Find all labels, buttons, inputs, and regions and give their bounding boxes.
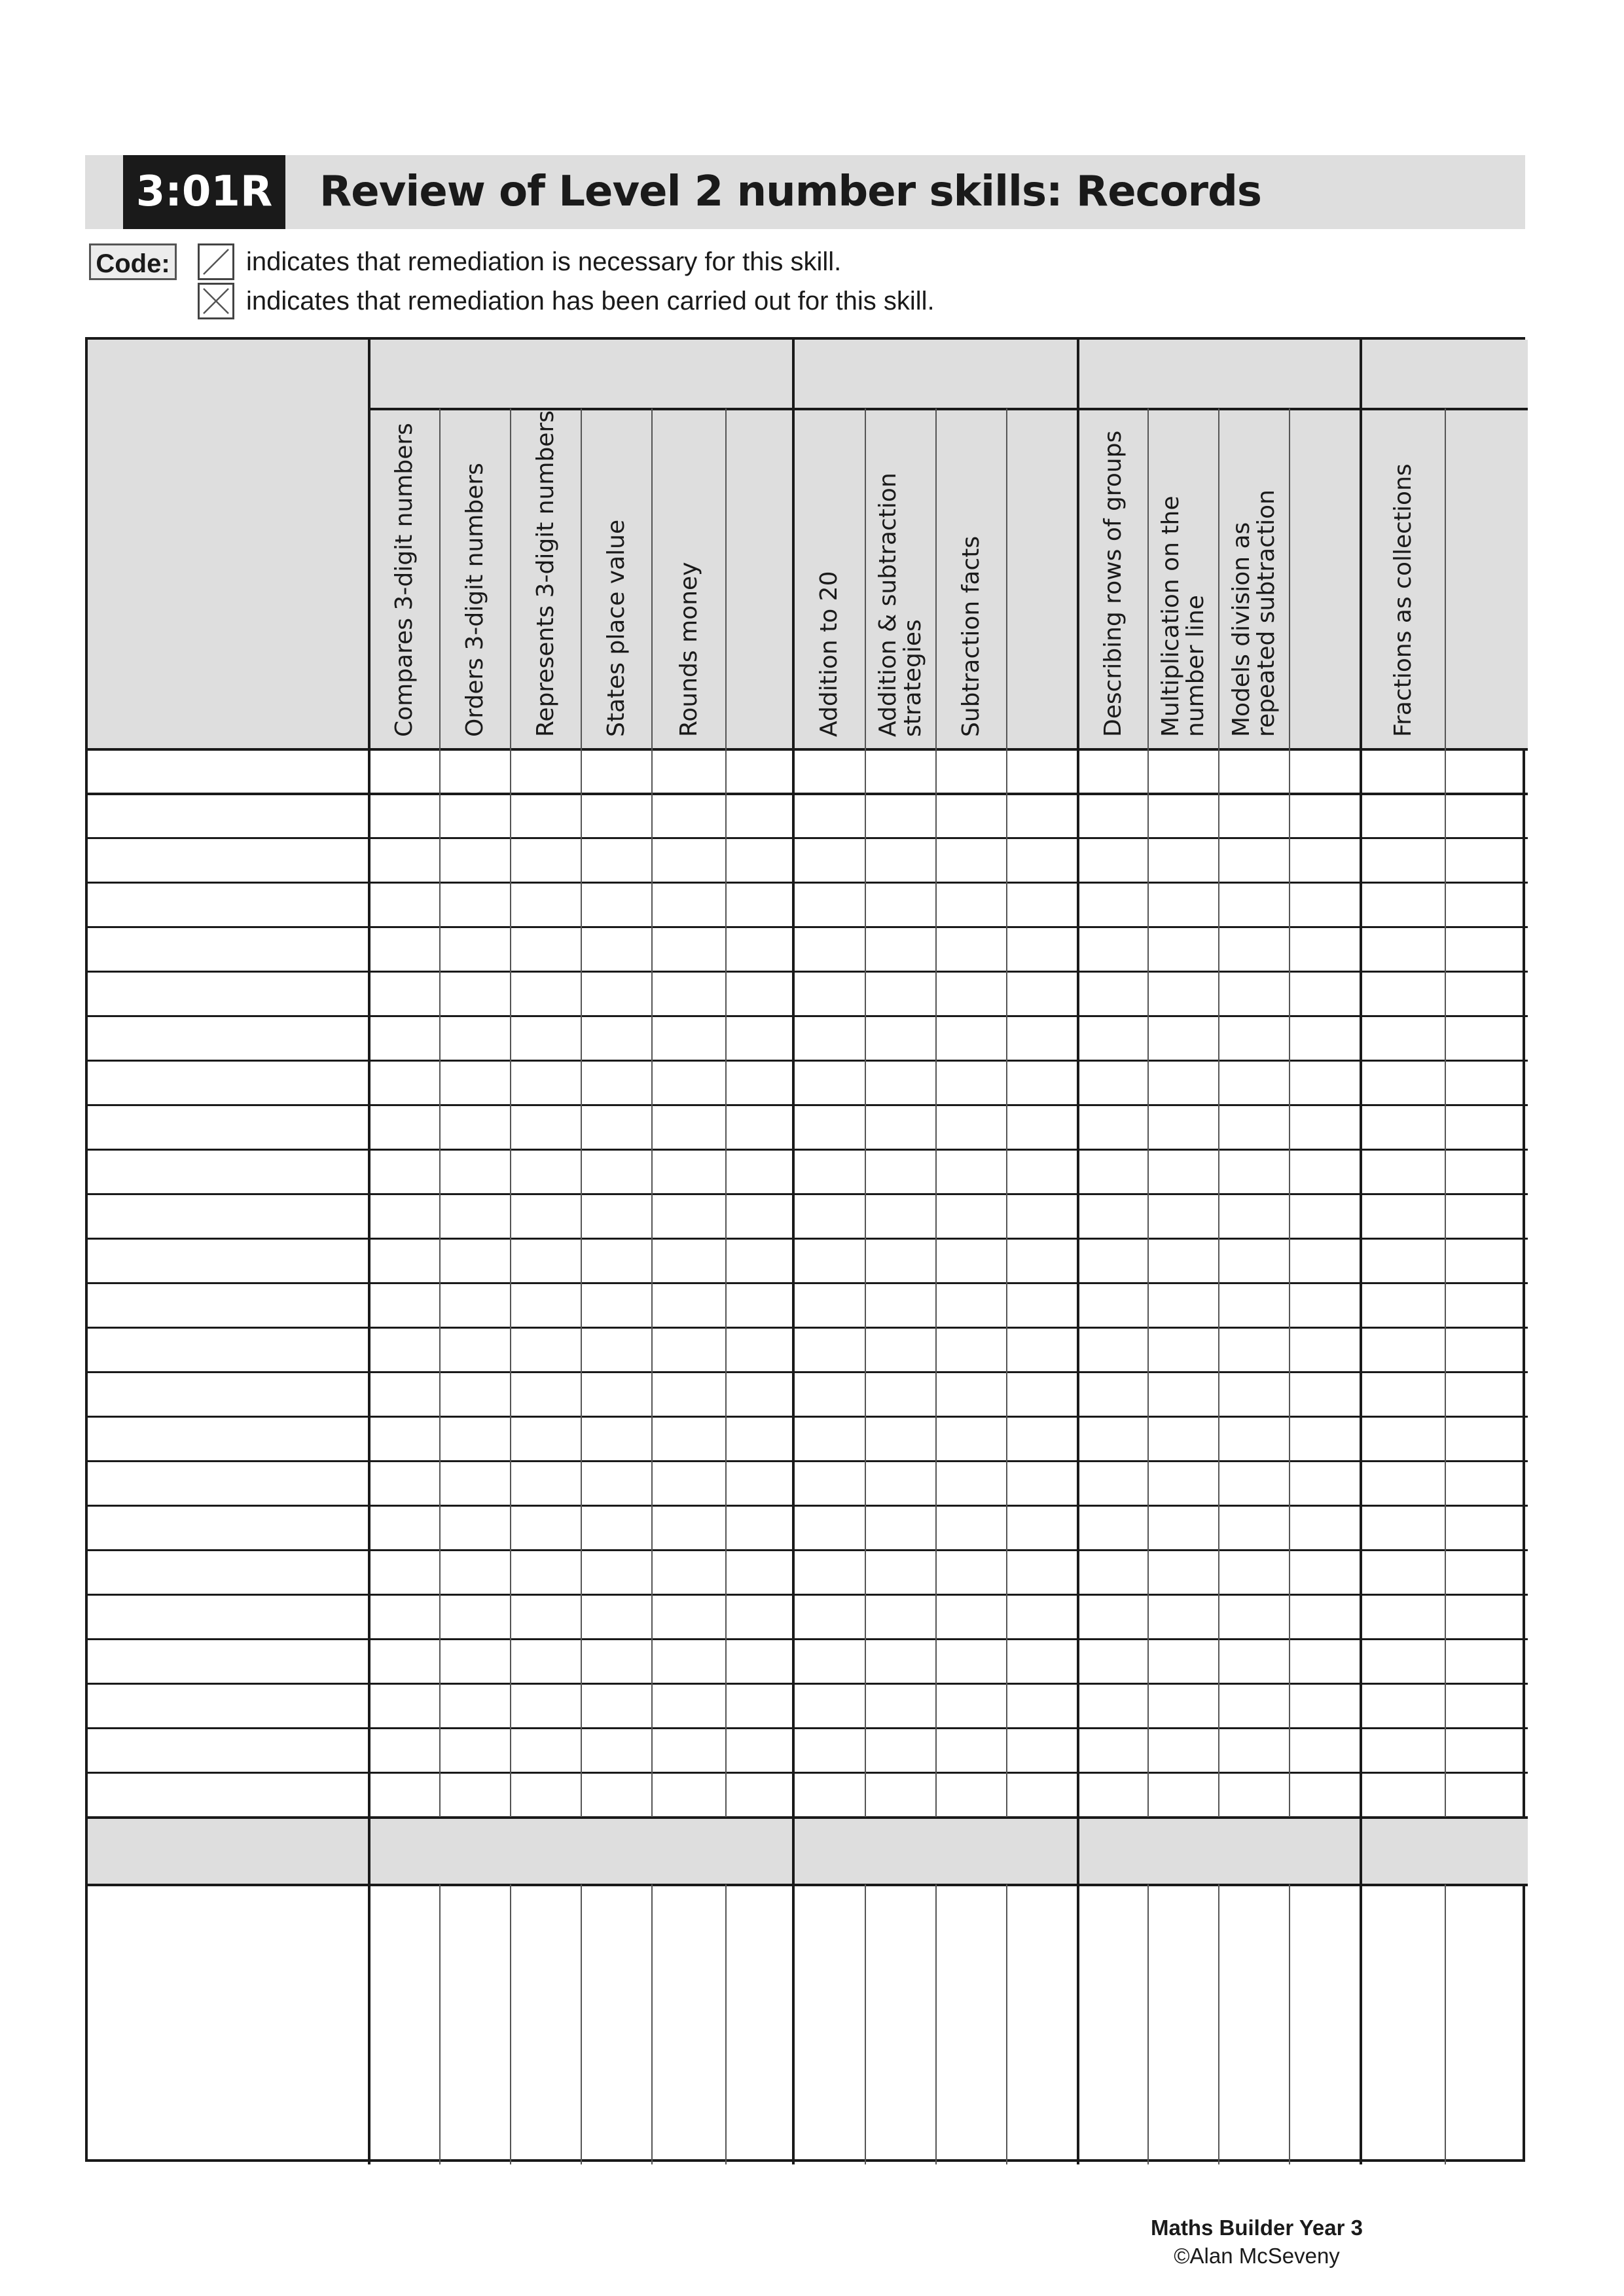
footer-copyright: ©Alan McSeveny	[1174, 2244, 1340, 2268]
table-rule	[88, 926, 1528, 928]
table-column-rule	[510, 1884, 511, 2164]
skill-header-cell: States place value	[603, 519, 630, 737]
table-rule	[88, 882, 1528, 884]
worksheet-number-badge: 3:01R	[123, 155, 285, 229]
skill-header-cell: Rounds money	[675, 562, 702, 737]
table-column-rule	[581, 408, 582, 1817]
table-rule	[88, 1727, 1528, 1729]
table-rule	[88, 1549, 1528, 1551]
skill-header-cell	[1290, 408, 1361, 749]
skill-header-cell: Models division as repeated subtraction	[1228, 490, 1280, 737]
records-table	[85, 337, 1525, 2162]
table-rule	[88, 748, 1528, 751]
table-column-rule	[439, 1884, 441, 2164]
table-column-rule	[581, 1884, 582, 2164]
skill-header-cell: Addition & subtraction strategies	[875, 473, 926, 737]
table-rule	[88, 1060, 1528, 1062]
group-header	[1361, 340, 1528, 408]
question-number	[369, 749, 440, 793]
table-rule	[88, 1594, 1528, 1596]
table-column-rule	[725, 408, 727, 1817]
question-number	[726, 749, 793, 793]
question-number	[1007, 749, 1078, 793]
skill-header-cell: Fractions as collections	[1389, 463, 1416, 737]
table-column-rule	[1445, 1884, 1446, 2164]
xref-group-header	[1361, 1817, 1528, 1884]
question-number	[652, 749, 726, 793]
table-column-rule	[1289, 408, 1290, 1817]
skill-header-cell: Represents 3-digit numbers	[532, 410, 559, 737]
cross-box-icon	[198, 283, 234, 319]
skill-header-cell	[726, 408, 793, 749]
table-column-rule	[1147, 1884, 1149, 2164]
question-number	[1148, 749, 1219, 793]
question-number-label	[88, 749, 357, 793]
footer-book-title: Maths Builder Year 3	[1150, 2215, 1363, 2240]
table-column-rule	[1218, 1884, 1219, 2164]
skill-header-cell: Compares 3-digit numbers	[391, 423, 418, 737]
table-column-rule	[439, 408, 441, 1817]
table-column-rule	[1147, 408, 1149, 1817]
table-column-rule	[1445, 408, 1446, 1817]
table-column-rule	[651, 1884, 653, 2164]
question-number	[581, 749, 652, 793]
table-column-rule	[1218, 408, 1219, 1817]
skill-header-cell	[1445, 408, 1528, 749]
skill-header-cell: Multiplication on the number line	[1157, 495, 1209, 737]
table-column-rule	[1360, 340, 1362, 2164]
question-number	[1290, 749, 1361, 793]
table-rule	[369, 408, 1528, 410]
question-number	[793, 749, 865, 793]
table-rule	[88, 1371, 1528, 1373]
skill-header-cell	[1007, 408, 1078, 749]
skill-header-cell: Describing rows of groups	[1099, 430, 1127, 737]
table-column-rule	[865, 408, 866, 1817]
table-rule	[88, 1193, 1528, 1195]
table-rule	[88, 1505, 1528, 1507]
single-slash-box-icon	[198, 243, 234, 280]
table-rule	[88, 1282, 1528, 1284]
xref-group-header	[793, 1817, 1078, 1884]
table-column-rule	[1006, 1884, 1007, 2164]
table-rule	[88, 1683, 1528, 1685]
code-remediation-needed-text: indicates that remediation is necessary for this skill.	[246, 247, 842, 276]
table-column-rule	[1006, 408, 1007, 1817]
xref-group-header	[369, 1817, 793, 1884]
table-column-rule	[651, 408, 653, 1817]
xref-group-header	[1078, 1817, 1361, 1884]
table-column-rule	[368, 340, 370, 2164]
table-column-rule	[865, 1884, 866, 2164]
question-number	[1219, 749, 1290, 793]
question-number	[1078, 749, 1148, 793]
table-rule	[88, 1460, 1528, 1462]
code-remediation-done-text: indicates that remediation has been carried out for this skill.	[246, 287, 935, 315]
group-header	[793, 340, 1078, 408]
question-number	[1361, 749, 1445, 793]
table-rule	[88, 971, 1528, 973]
table-rule	[88, 1238, 1528, 1240]
table-rule	[88, 1772, 1528, 1774]
skill-header-cell: Orders 3-digit numbers	[461, 463, 488, 737]
table-column-rule	[1077, 340, 1079, 2164]
question-number	[936, 749, 1007, 793]
table-rule	[88, 793, 1528, 795]
table-column-rule	[935, 408, 937, 1817]
table-rule	[88, 1015, 1528, 1017]
table-rule	[88, 837, 1528, 839]
question-number	[511, 749, 581, 793]
skill-header-cell: Addition to 20	[816, 571, 842, 737]
table-rule	[88, 1327, 1528, 1329]
question-number	[1445, 749, 1528, 793]
table-rule	[88, 1638, 1528, 1640]
table-column-rule	[1289, 1884, 1290, 2164]
table-rule	[88, 1149, 1528, 1151]
table-rule	[88, 1104, 1528, 1106]
table-column-rule	[510, 408, 511, 1817]
page-title: Review of Level 2 number skills: Records	[319, 168, 1261, 216]
question-number	[865, 749, 936, 793]
table-rule	[88, 1416, 1528, 1418]
group-header	[1078, 340, 1361, 408]
table-column-rule	[792, 340, 795, 2164]
skill-header-cell: Subtraction facts	[958, 535, 984, 737]
table-column-rule	[725, 1884, 727, 2164]
table-rule	[88, 1884, 1528, 1886]
table-rule	[88, 1816, 1528, 1819]
question-number	[440, 749, 511, 793]
table-column-rule	[935, 1884, 937, 2164]
group-header	[369, 340, 793, 408]
code-label: Code:	[89, 243, 177, 280]
